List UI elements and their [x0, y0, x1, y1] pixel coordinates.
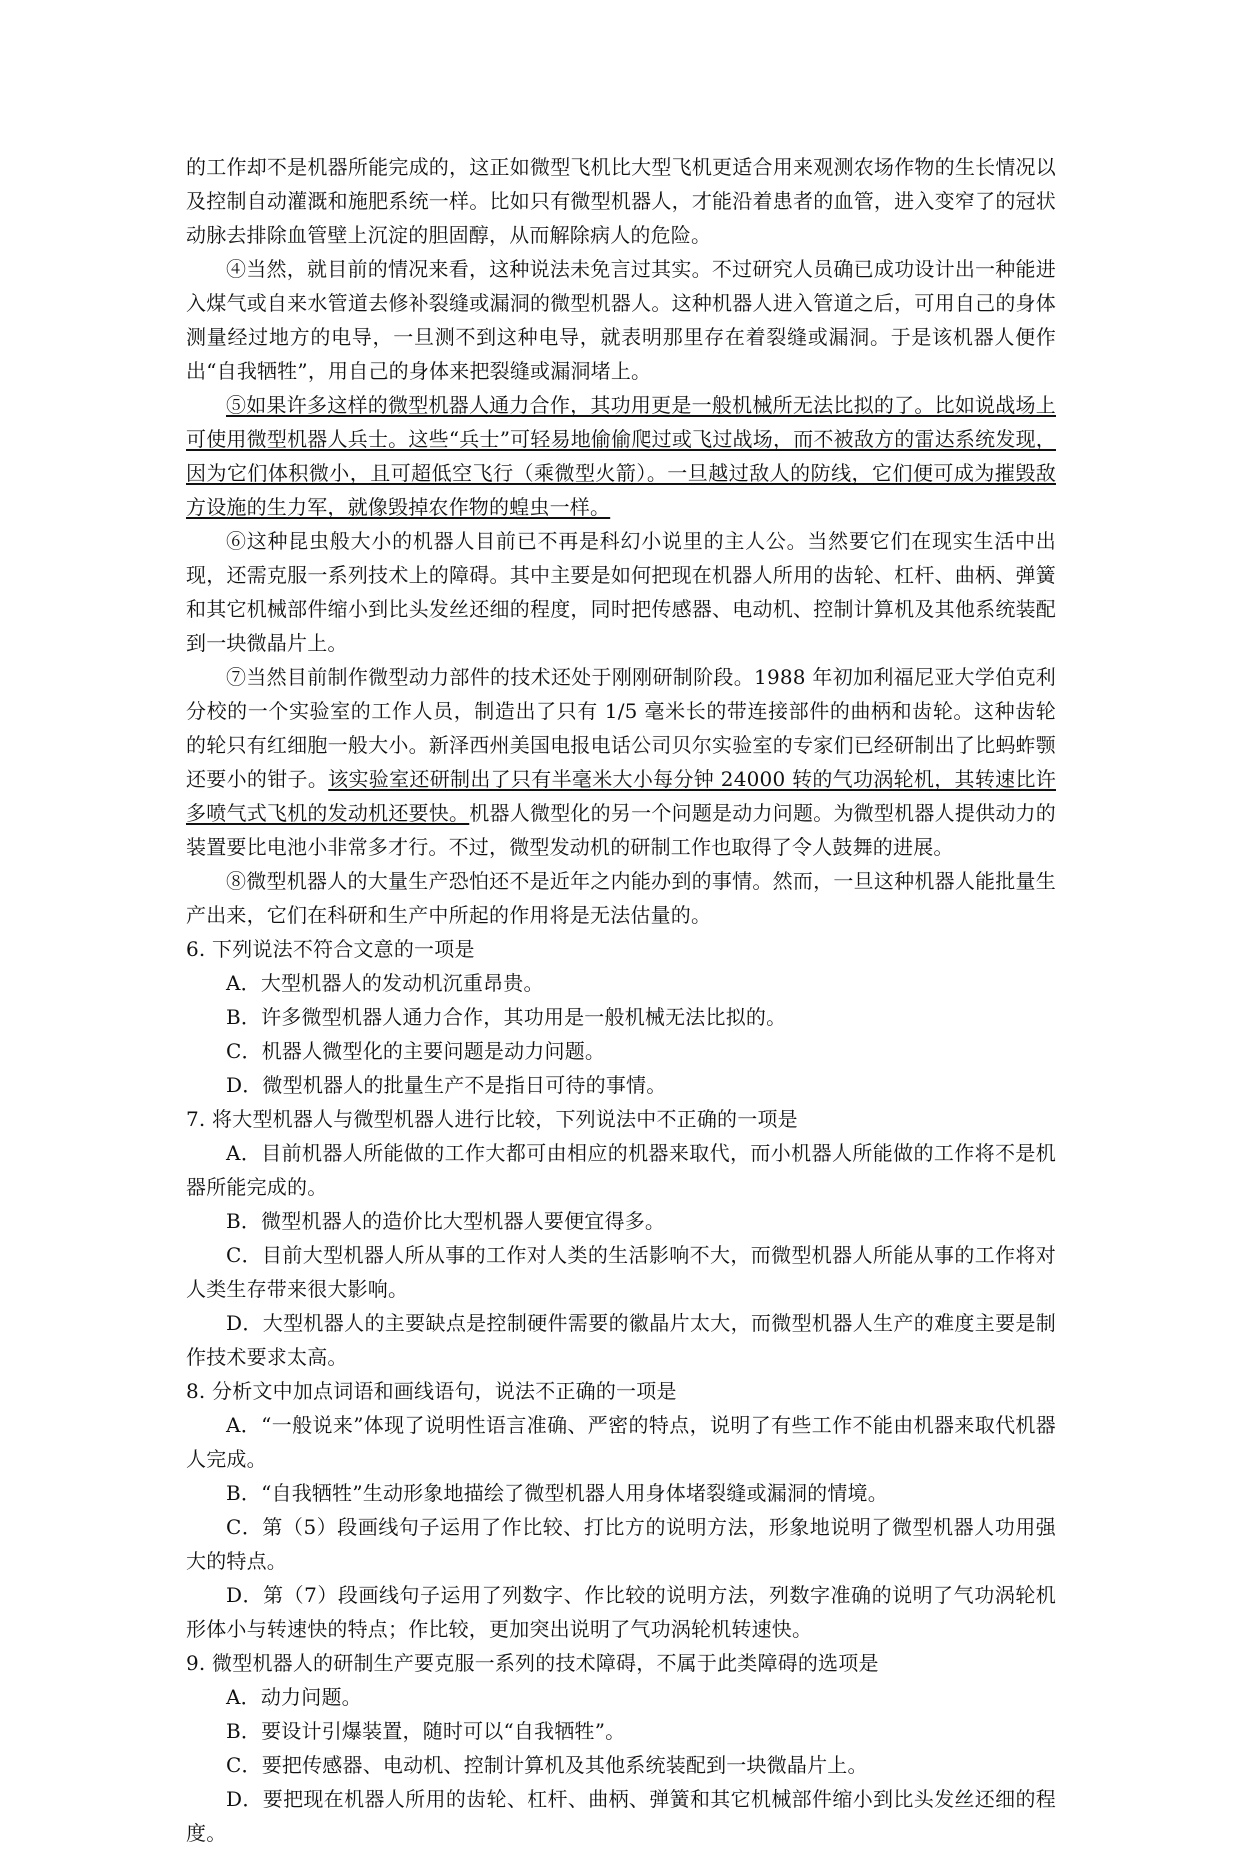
- question-6-stem: 6. 下列说法不符合文意的一项是: [186, 937, 475, 961]
- p7-text-before: ⑦当然目前制作微型动力部件的技术还处于刚刚研制阶段。1988 年初加利福尼亚大学伯克利分校的一个实验室的工作人员，制造出了只有 1/5 毫米长的带连接部件的曲柄和齿轮。这种齿轮的轮只有红细胞一般大小。新泽西州美国电报电话公司贝尔实验室的专家们已经研制出了比蚂蚱颚还要小的钳子。: [186, 665, 1056, 791]
- question-8-stem: 8. 分析文中加点词语和画线语句，说法不正确的一项是: [186, 1379, 677, 1403]
- article-paragraph-7: [186, 660, 1056, 864]
- question-9-stem: 9. 微型机器人的研制生产要克服一系列的技术障碍，不属于此类障碍的选项是: [186, 1651, 879, 1675]
- question-6-option-b: B．许多微型机器人通力合作，其功用是一般机械无法比拟的。: [226, 1005, 787, 1029]
- question-7-option-c: C．目前大型机器人所从事的工作对人类的生活影响不大，而微型机器人所能从事的工作将对人类生存带来很大影响。: [186, 1243, 1056, 1301]
- article-paragraph-5: [186, 388, 1056, 524]
- underlined-sentence-p5: ⑤如果许多这样的微型机器人通力合作，其功用更是一般机械所无法比拟的了。比如说战场上可使用微型机器人兵士。这些“兵士”可轻易地偷偷爬过或飞过战场，而不被敌方的雷达系统发现，因为它们体积微小，且可超低空飞行（乘微型火箭）。一旦越过敌人的防线，它们便可成为摧毁敌方设施的生力军，就像毁掉农作物的蝗虫一样。: [186, 393, 1056, 519]
- question-9-option-d: D．要把现在机器人所用的齿轮、杠杆、曲柄、弹簧和其它机械部件缩小到比头发丝还细的程度。: [186, 1787, 1056, 1845]
- document-page: [186, 150, 1056, 1850]
- question-6-option-a: A．大型机器人的发动机沉重昂贵。: [226, 971, 544, 995]
- question-9-option-a: A．动力问题。: [226, 1685, 362, 1709]
- article-paragraph-4: ④当然，就目前的情况来看，这种说法未免言过其实。不过研究人员确已成功设计出一种能进入煤气或自来水管道去修补裂缝或漏洞的微型机器人。这种机器人进入管道之后，可用自己的身体测量经过地方的电导，一旦测不到这种电导，就表明那里存在着裂缝或漏洞。于是该机器人便作出“自我牺牲”，用自己的身体来把裂缝或漏洞堵上。: [186, 257, 1056, 383]
- article-paragraph-6: ⑥这种昆虫般大小的机器人目前已不再是科幻小说里的主人公。当然要它们在现实生活中出现，还需克服一系列技术上的障碍。其中主要是如何把现在机器人所用的齿轮、杠杆、曲柄、弹簧和其它机械部件缩小到比头发丝还细的程度，同时把传感器、电动机、控制计算机及其他系统装配到一块微晶片上。: [186, 529, 1056, 655]
- article-paragraph-intro: 的工作却不是机器所能完成的，这正如微型飞机比大型飞机更适合用来观测农场作物的生长情况以及控制自动灌溉和施肥系统一样。比如只有微型机器人，才能沿着患者的血管，进入变窄了的冠状动脉去排除血管壁上沉淀的胆固醇，从而解除病人的危险。: [186, 155, 1056, 247]
- question-9-option-c: C．要把传感器、电动机、控制计算机及其他系统装配到一块微晶片上。: [226, 1753, 868, 1777]
- underlined-sentence-p7: 该实验室还研制出了只有半毫米大小每分钟 24000 转的气功涡轮机，其转速比许多喷气式飞机的发动机还要快。: [186, 767, 1056, 825]
- question-8-option-c: C．第（5）段画线句子运用了作比较、打比方的说明方法，形象地说明了微型机器人功用强大的特点。: [186, 1515, 1056, 1573]
- question-7-option-a: A．目前机器人所能做的工作大都可由相应的机器来取代，而小机器人所能做的工作将不是机器所能完成的。: [186, 1141, 1056, 1199]
- question-8-option-b: B．“自我牺牲”生动形象地描绘了微型机器人用身体堵裂缝或漏洞的情境。: [226, 1481, 888, 1505]
- question-7-stem: 7. 将大型机器人与微型机器人进行比较，下列说法中不正确的一项是: [186, 1107, 798, 1131]
- question-6-option-d: D．微型机器人的批量生产不是指日可待的事情。: [226, 1073, 667, 1097]
- question-9-option-b: B．要设计引爆装置，随时可以“自我牺牲”。: [226, 1719, 626, 1743]
- question-8-option-d: D．第（7）段画线句子运用了列数字、作比较的说明方法，列数字准确的说明了气功涡轮机形体小与转速快的特点；作比较，更加突出说明了气功涡轮机转速快。: [186, 1583, 1056, 1641]
- question-7-option-b: B．微型机器人的造价比大型机器人要便宜得多。: [226, 1209, 666, 1233]
- question-7-option-d: D．大型机器人的主要缺点是控制硬件需要的徽晶片太大，而微型机器人生产的难度主要是制作技术要求太高。: [186, 1311, 1056, 1369]
- p7-text-after: 机器人微型化的另一个问题是动力问题。为微型机器人提供动力的装置要比电池小非常多才行。不过，微型发动机的研制工作也取得了令人鼓舞的进展。: [186, 801, 1056, 859]
- article-paragraph-8: ⑧微型机器人的大量生产恐怕还不是近年之内能办到的事情。然而，一旦这种机器人能批量生产出来，它们在科研和生产中所起的作用将是无法估量的。: [186, 869, 1056, 927]
- question-8-option-a: A．“一般说来”体现了说明性语言准确、严密的特点，说明了有些工作不能由机器来取代机器人完成。: [186, 1413, 1056, 1471]
- question-6-option-c: C．机器人微型化的主要问题是动力问题。: [226, 1039, 606, 1063]
